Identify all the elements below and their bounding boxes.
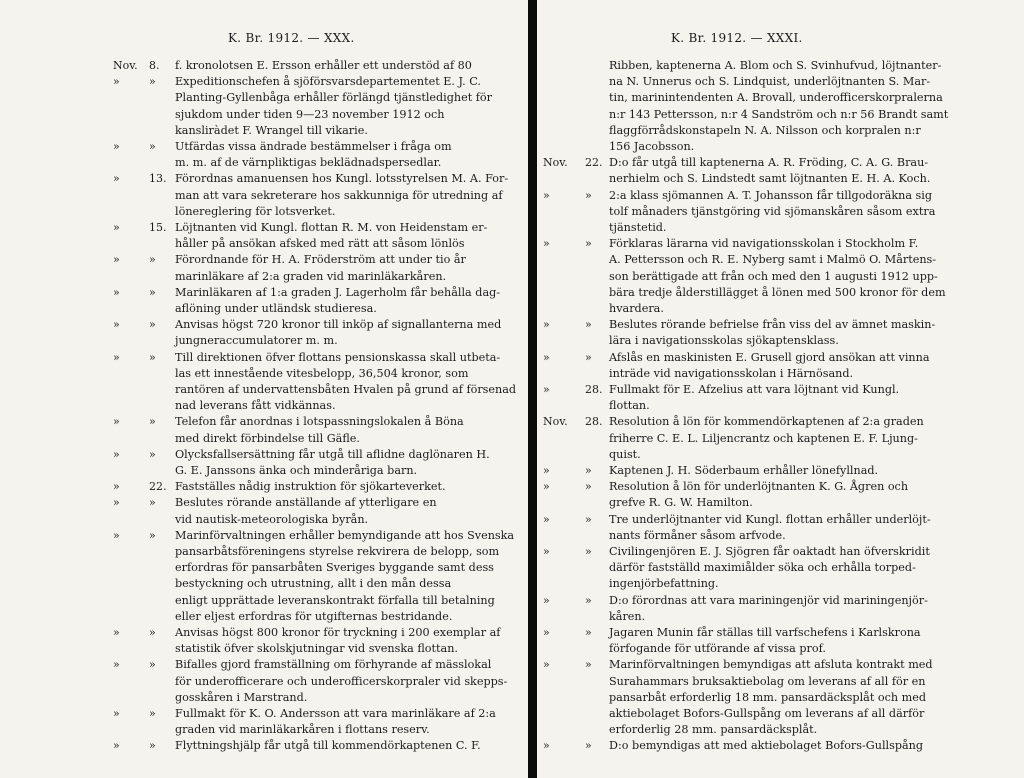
entry-line: tin, marinintendenten A. Brovall, underofficerskorpralerna <box>609 91 943 105</box>
entry-day: » <box>149 140 156 153</box>
entry-day: 28. <box>585 415 603 429</box>
entry-line: G. E. Janssons änka och minderåriga barn. <box>175 464 418 477</box>
entry-day: » <box>585 318 592 332</box>
entry-day: » <box>149 496 156 510</box>
entry-month: » <box>113 447 120 461</box>
entry-line: erforderlig 28 mm. pansardäcksplåt. <box>609 723 818 737</box>
entry-line: förfogande för utförande af vissa prof. <box>609 642 826 656</box>
entry-month: » <box>113 75 120 89</box>
entry-day: 15. <box>149 221 167 234</box>
entry-line: D:o får utgå till kaptenerna A. R. Fröding, C. A. G. Brau- <box>609 156 929 170</box>
entry-line: kåren. <box>609 609 646 623</box>
entry-month: » <box>113 140 120 153</box>
entry-month: » <box>543 318 550 332</box>
entry-line: son berättigade att från och med den 1 augusti 1912 upp- <box>609 269 938 283</box>
entry-day: 22. <box>149 480 167 494</box>
entry-line: eller eljest erfordras för utgifternas bestridande. <box>175 609 453 623</box>
entry-day: » <box>585 626 592 639</box>
left-page-header: K. Br. 1912. — XXX. <box>228 31 355 45</box>
entry-line: pansarbåt erforderlig 18 mm. pansardäcksplåt och med <box>609 690 927 704</box>
entry-day: » <box>149 75 156 89</box>
entry-line: flottan. <box>609 399 650 413</box>
entry-line: Kaptenen J. H. Söderbaum erhåller lönefyllnad. <box>609 464 879 477</box>
entry-day: 8. <box>149 59 160 72</box>
entry-line: 156 Jacobsson. <box>609 140 695 153</box>
entry-day: » <box>149 739 156 753</box>
entry-line: man att vara sekreterare hos sakkunniga för utredning af <box>175 188 503 202</box>
entry-line: bestyckning och utrustning, allt i den mån dessa <box>175 577 452 591</box>
entry-line: med direkt förbindelse till Gäfle. <box>175 431 360 445</box>
entry-month: » <box>543 350 550 364</box>
right-page-header: K. Br. 1912. — XXXI. <box>671 31 803 45</box>
entry-month: » <box>543 658 550 672</box>
entry-line: Resolution å lön för underlöjtnanten K. G. Ågren och <box>609 480 909 494</box>
entry-line: Tre underlöjtnanter vid Kungl. flottan erhåller underlöjt- <box>609 512 931 526</box>
entry-line: håller på ansökan afsked med rätt att såsom lönlös <box>175 237 465 251</box>
entry-line: nad leverans fått vidkännas. <box>175 399 336 413</box>
entry-month: » <box>113 480 120 494</box>
entry-line: grefve R. G. W. Hamilton. <box>609 496 753 510</box>
entry-month: » <box>543 237 550 251</box>
entry-day: » <box>149 285 156 299</box>
entry-month: Nov. <box>543 156 568 170</box>
entry-line: graden vid marinläkarkåren i flottans reserv. <box>175 723 430 737</box>
entry-day: » <box>585 350 592 364</box>
entry-day: » <box>585 512 592 526</box>
entry-line: Jagaren Munin får ställas till varfschefens i Karlskrona <box>609 626 921 639</box>
entry-line: Beslutes rörande anställande af ytterligare en <box>175 496 437 510</box>
entry-day: » <box>149 658 156 672</box>
entry-line: gosskåren i Marstrand. <box>175 690 308 704</box>
entry-day: » <box>149 626 156 639</box>
entry-month: » <box>113 496 120 510</box>
entry-day: » <box>149 318 156 332</box>
entry-line: nerhielm och S. Lindstedt samt löjtnanten E. H. A. Koch. <box>609 172 931 186</box>
entry-month: » <box>113 626 120 639</box>
entry-line: Flyttningshjälp får utgå till kommendörkaptenen C. F. <box>175 739 481 753</box>
entry-line: nants förmåner såsom arfvode. <box>609 528 786 542</box>
entry-line: 2:a klass sjömannen A. T. Johansson får tillgodoräkna sig <box>609 188 933 202</box>
entry-line: Ribben, kaptenerna A. Blom och S. Svinhufvud, löjtnanter- <box>609 59 942 72</box>
entry-line: erfordras för pansarbåten Sveriges byggande samt dess <box>175 561 494 575</box>
entry-day: » <box>149 528 156 542</box>
entry-month: » <box>113 172 120 186</box>
entry-line: sjukdom under tiden 9—23 november 1912 och <box>175 107 445 121</box>
entry-month: » <box>113 253 120 267</box>
entry-line: enligt upprättade leveranskontrakt förfalla till betalning <box>175 593 495 607</box>
entry-line: Anvisas högst 720 kronor till inköp af signallanterna med <box>175 318 502 332</box>
entry-month: » <box>113 707 120 720</box>
entry-line: A. Pettersson och R. E. Nyberg samt i Malmö O. Mårtens- <box>609 253 937 267</box>
entry-line: Telefon får anordnas i lotspassningslokalen å Böna <box>175 415 464 429</box>
entry-line: Fullmakt för K. O. Andersson att vara marinläkare af 2:a <box>175 707 496 720</box>
entry-line: lära i navigationsskolas sjökaptensklass. <box>609 334 839 348</box>
entry-line: Förordnande för H. A. Fröderström att under tio år <box>175 253 466 267</box>
entry-month: » <box>113 350 120 364</box>
entry-month: » <box>113 221 120 234</box>
entry-day: » <box>585 658 592 672</box>
entry-line: f. kronolotsen E. Ersson erhåller ett understöd af 80 <box>175 59 472 72</box>
entry-day: » <box>149 447 156 461</box>
entry-line: tolf månaders tjänstgöring vid sjömanskåren såsom extra <box>609 204 936 218</box>
entry-line: lönereglering för lotsverket. <box>175 204 336 218</box>
entry-line: D:o förordnas att vara mariningenjör vid mariningenjör- <box>609 593 928 607</box>
entry-line: Förklaras lärarna vid navigationsskolan i Stockholm F. <box>609 237 919 251</box>
entry-month: » <box>113 658 120 672</box>
entry-line: jungneraccumulatorer m. m. <box>175 334 338 348</box>
entry-line: Förordnas amanuensen hos Kungl. lotsstyrelsen M. A. For- <box>175 172 509 186</box>
entry-month: » <box>113 739 120 753</box>
entry-line: Beslutes rörande befrielse från viss del av ämnet maskin- <box>609 318 936 332</box>
entry-line: Löjtnanten vid Kungl. flottan R. M. von Heidenstam er- <box>175 221 488 234</box>
page-gutter <box>528 0 537 778</box>
entry-line: tjänstetid. <box>609 221 667 234</box>
entry-line: kansliràdet F. Wrangel till vikarie. <box>175 123 368 137</box>
entry-day: » <box>585 545 592 558</box>
entry-month: » <box>543 464 550 477</box>
entry-month: » <box>543 626 550 639</box>
entry-line: därför fastställd maximiålder söka och erhålla torped- <box>609 561 916 575</box>
entry-day: » <box>149 415 156 429</box>
entry-line: pansarbåtsföreningens styrelse rekvirera de belopp, som <box>175 545 500 558</box>
entry-line: Olycksfallsersättning får utgå till aflidne daglönaren H. <box>175 447 490 461</box>
entry-day: » <box>149 707 156 720</box>
entry-line: Afslås en maskinisten E. Grusell gjord ansökan att vinna <box>609 350 930 364</box>
entry-line: inträde vid navigationsskolan i Härnösand. <box>609 366 854 380</box>
entry-line: vid nautisk-meteorologiska byrån. <box>175 512 369 526</box>
entry-day: » <box>585 739 592 753</box>
entry-line: Marinläkaren af 1:a graden J. Lagerholm får behålla dag- <box>175 285 501 299</box>
entry-day: » <box>149 253 156 267</box>
entry-line: Bifalles gjord framställning om förhyrande af mässlokal <box>175 658 492 672</box>
entry-line: ingenjörbefattning. <box>609 577 719 591</box>
entry-month: » <box>113 415 120 429</box>
entry-line: Marinförvaltningen erhåller bemyndigande att hos Svenska <box>175 528 515 542</box>
entry-month: Nov. <box>543 415 568 429</box>
entry-line: na N. Unnerus och S. Lindquist, underlöjtnanten S. Mar- <box>609 75 931 89</box>
entry-month: » <box>543 512 550 526</box>
entry-line: Till direktionen öfver flottans pensionskassa skall utbeta- <box>175 350 501 364</box>
entry-line: Anvisas högst 800 kronor för tryckning i 200 exemplar af <box>175 626 501 639</box>
entry-line: m. m. af de värnpliktigas beklädnadspersedlar. <box>175 156 442 170</box>
right-page <box>537 0 1024 778</box>
entry-line: rantören af undervattensbåten Hvalen på grund af försenad <box>175 383 517 396</box>
entry-month: » <box>543 739 550 753</box>
entry-month: Nov. <box>113 59 138 72</box>
entry-day: » <box>585 480 592 494</box>
entry-line: bära tredje ålderstillägget å lönen med 500 kronor för dem <box>609 285 946 299</box>
entry-day: » <box>149 350 156 364</box>
entry-line: Planting-Gyllenbåga erhåller förlängd tjänstledighet för <box>175 91 493 105</box>
entry-day: 13. <box>149 172 167 186</box>
entry-day: » <box>585 464 592 477</box>
entry-day: 22. <box>585 156 603 170</box>
entry-month: » <box>543 188 550 202</box>
entry-day: » <box>585 188 592 202</box>
entry-line: las ett innestående vitesbelopp, 36,504 kronor, som <box>175 366 469 380</box>
entry-day: » <box>585 237 592 251</box>
entry-line: Expeditionschefen å sjöförsvarsdepartementet E. J. C. <box>175 75 481 89</box>
entry-line: Civilingenjören E. J. Sjögren får oaktadt han öfverskridit <box>609 545 930 558</box>
entry-line: n:r 143 Pettersson, n:r 4 Sandström och n:r 56 Brandt samt <box>609 107 949 121</box>
entry-month: » <box>113 285 120 299</box>
entry-month: » <box>543 593 550 607</box>
entry-line: Resolution å lön för kommendörkaptenen af 2:a graden <box>609 415 924 429</box>
entry-line: Surahammars bruksaktiebolag om leverans af all för en <box>609 674 926 688</box>
entry-line: Marinförvaltningen bemyndigas att afsluta kontrakt med <box>609 658 933 672</box>
entry-line: Fastställes nådig instruktion för sjökarteverket. <box>175 480 446 494</box>
entry-month: » <box>113 528 120 542</box>
entry-line: för underofficerare och underofficerskorpraler vid skepps- <box>175 674 508 688</box>
entry-day: » <box>585 593 592 607</box>
entry-line: statistik öfver skolskjutningar vid svenska flottan. <box>175 642 458 656</box>
entry-line: Fullmakt för E. Afzelius att vara löjtnant vid Kungl. <box>609 383 900 396</box>
entry-month: » <box>543 480 550 494</box>
entry-line: Utfärdas vissa ändrade bestämmelser i fråga om <box>175 140 452 153</box>
entry-line: flaggförrådskonstapeln N. A. Nilsson och korpralen n:r <box>609 123 921 137</box>
entry-month: » <box>543 545 550 558</box>
entry-line: aflöning under utländsk studieresa. <box>175 302 377 315</box>
entry-line: hvardera. <box>609 302 664 315</box>
entry-line: marinläkare af 2:a graden vid marinläkarkåren. <box>175 269 447 283</box>
entry-month: » <box>543 383 550 396</box>
entry-day: 28. <box>585 383 603 396</box>
entry-line: quist. <box>609 447 641 461</box>
entry-line: D:o bemyndigas att med aktiebolaget Bofors-Gullspång <box>609 739 924 753</box>
entry-line: friherre C. E. L. Liljencrantz och kaptenen E. F. Ljung- <box>609 431 918 445</box>
entry-month: » <box>113 318 120 332</box>
entry-line: aktiebolaget Bofors-Gullspång om leverans af all därför <box>609 707 925 720</box>
